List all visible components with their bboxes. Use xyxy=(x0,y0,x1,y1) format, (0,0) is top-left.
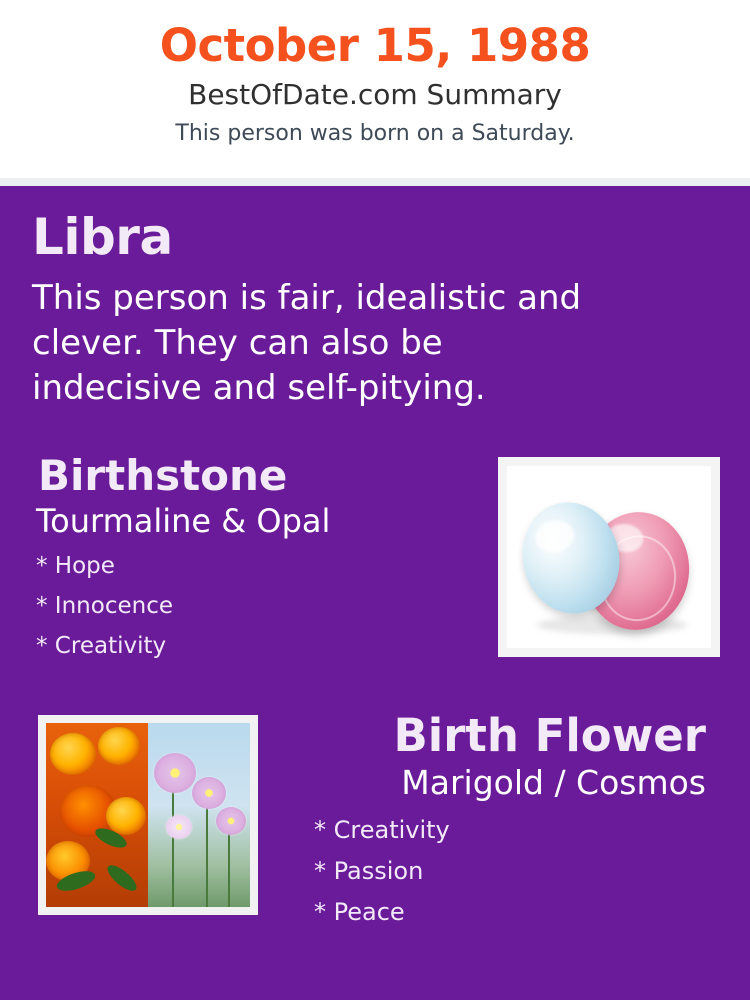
page-title: October 15, 1988 xyxy=(159,19,591,72)
cosmos-bloom-icon xyxy=(192,777,226,809)
cosmos-photo xyxy=(148,723,250,907)
list-item: * Peace xyxy=(314,898,405,927)
leaf-icon xyxy=(104,861,141,895)
marigold-bloom-icon xyxy=(106,797,146,835)
cosmos-bloom-icon xyxy=(154,753,196,793)
marigold-bloom-icon xyxy=(98,727,140,765)
birthstone-name: Tourmaline & Opal xyxy=(36,501,331,540)
list-item: * Creativity xyxy=(314,815,450,844)
header xyxy=(0,0,750,178)
birth-flower-image xyxy=(38,715,258,915)
stem-icon xyxy=(206,793,208,907)
list-item: * Passion xyxy=(314,856,424,885)
content-panel xyxy=(0,186,750,1000)
stem-icon xyxy=(228,823,230,907)
zodiac-sign: Libra xyxy=(32,208,173,266)
gemstone-illustration xyxy=(507,466,711,648)
birth-flower-name: Marigold / Cosmos xyxy=(401,762,706,802)
birth-flower-section xyxy=(32,708,718,963)
list-item: * Creativity xyxy=(36,632,167,659)
birth-flower-heading: Birth Flower xyxy=(393,708,706,762)
cosmos-bloom-icon xyxy=(216,807,246,835)
cosmos-bloom-icon xyxy=(166,815,192,839)
list-item: * Innocence xyxy=(36,592,173,619)
site-name: BestOfDate.com Summary xyxy=(188,78,562,112)
birth-day-note: This person was born on a Saturday. xyxy=(175,120,575,146)
birthstone-heading: Birthstone xyxy=(38,450,288,500)
birthstone-section xyxy=(32,450,718,685)
marigold-photo xyxy=(46,723,148,907)
birthstone-image xyxy=(498,457,720,657)
flower-illustration xyxy=(46,723,250,907)
header-divider xyxy=(0,178,750,186)
zodiac-description: This person is fair, idealistic and clever. They can also be indecisive and self-pitying. xyxy=(32,278,582,408)
list-item: * Hope xyxy=(36,553,115,580)
marigold-bloom-icon xyxy=(50,733,96,775)
